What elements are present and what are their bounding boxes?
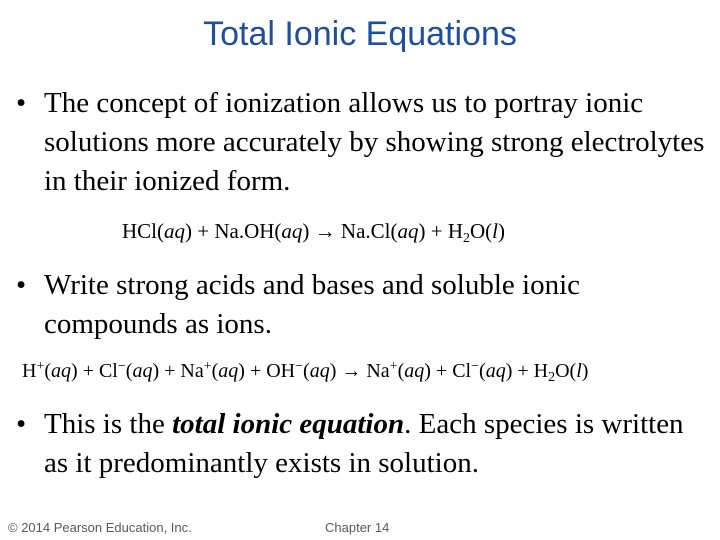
bullet-total-ionic xyxy=(16,405,706,483)
bullet-text: Write strong acids and bases and soluble ionic compounds as ions. xyxy=(44,269,581,340)
slide-title: Total Ionic Equations xyxy=(203,15,517,53)
bullet-text: The concept of ionization allows us to portray ionic solutions more accurately by showing strong electrolytes in their ionized form. xyxy=(44,87,705,197)
emphasis-term: total ionic equation xyxy=(172,408,405,440)
footer-chapter: Chapter 14 xyxy=(325,520,390,535)
bullet-write-ions xyxy=(16,266,706,344)
bullet-dot: • xyxy=(16,269,27,301)
bullet-dot: • xyxy=(16,408,27,440)
bullet-dot: • xyxy=(16,87,27,119)
bullet-ionization xyxy=(16,84,706,201)
total-ionic-equation: $H^+(aq) + Cl^-(aq) + Na^+(aq) + OH^-(aq) \to Na^+(aq) + Cl^-(aq) + H_2O(l)$ xyxy=(22,359,589,385)
footer-copyright: © 2014 Pearson Education, Inc. xyxy=(8,520,192,535)
bullet-text: This is the total ionic equation. Each species is written as it predominantly exists in solution. xyxy=(44,408,684,479)
molecular-equation: $HCl(aq) + Na.OH(aq) \to Na.Cl(aq) + H_2O(l)$ xyxy=(122,219,506,246)
